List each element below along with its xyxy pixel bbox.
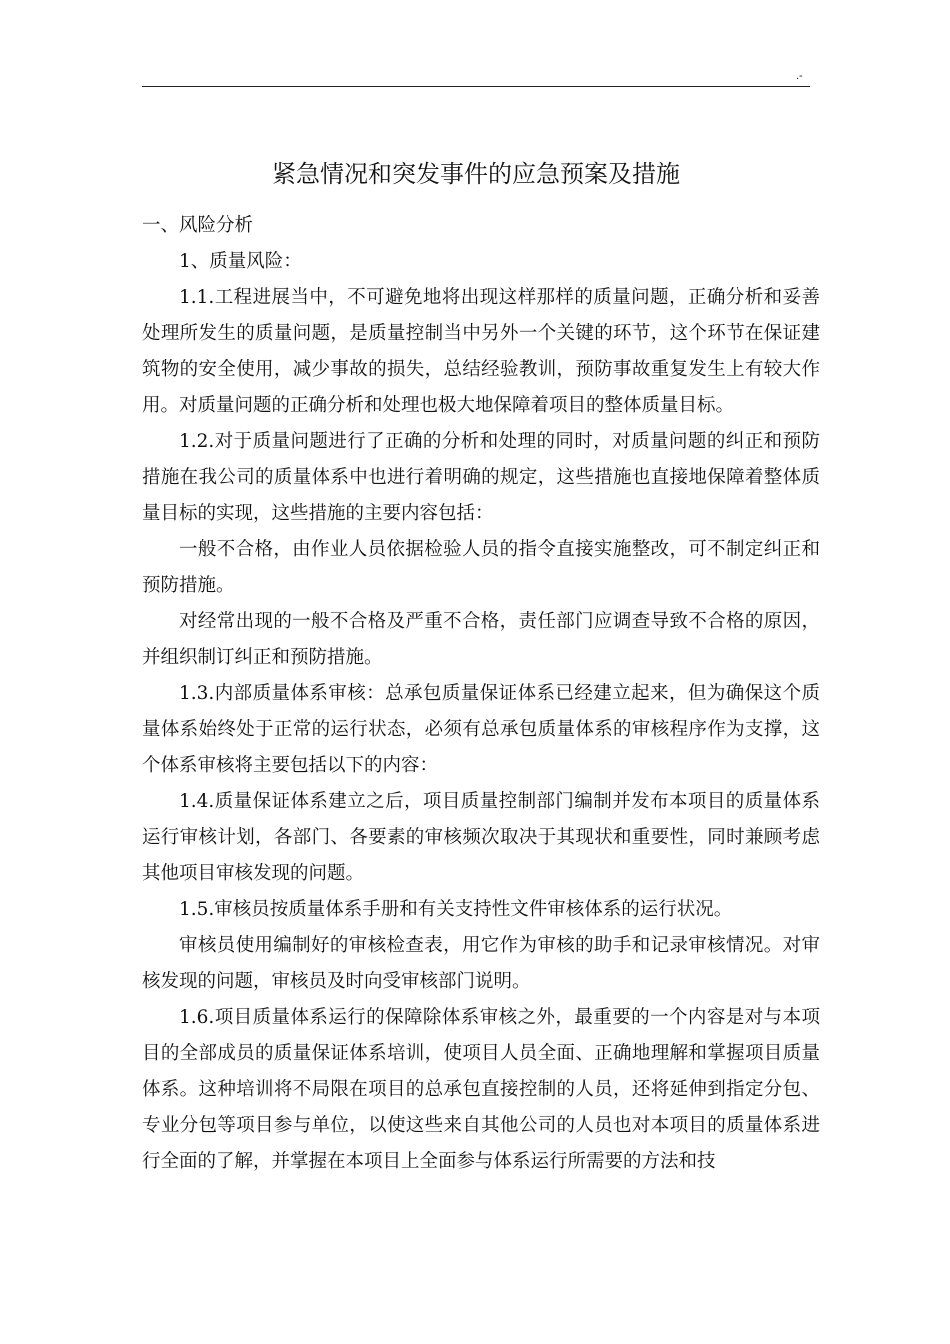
document-title: 紧急情况和突发事件的应急预案及措施	[272, 160, 680, 188]
header-mark: .-	[796, 70, 803, 82]
paragraph-1-1: 1.1.工程进展当中，不可避免地将出现这样那样的质量问题，正确分析和妥善处理所发生的质量问题，是质量控制当中另外一个关键的环节，这个环节在保证建筑物的安全使用，减少事故的损失，总结经验教训，预防事故重复发生上有较大作用。对质量问题的正确分析和处理也极大地保障着项目的整体质量目标。	[142, 287, 820, 416]
paragraph-auditor-checklist: 审核员使用编制好的审核检查表，用它作为审核的助手和记录审核情况。对审核发现的问题，审核员及时向受审核部门说明。	[142, 935, 820, 992]
paragraph-serious-nonconformity: 对经常出现的一般不合格及严重不合格，责任部门应调查导致不合格的原因，并组织制订纠正和预防措施。	[142, 611, 820, 668]
paragraph-1-3: 1.3.内部质量体系审核：总承包质量保证体系已经建立起来，但为确保这个质量体系始终处于正常的运行状态，必须有总承包质量体系的审核程序作为支撑，这个体系审核将主要包括以下的内容：	[142, 683, 820, 776]
paragraph-1-6: 1.6.项目质量体系运行的保障除体系审核之外，最重要的一个内容是对与本项目的全部成员的质量保证体系培训，使项目人员全面、正确地理解和掌握项目质量体系。这种培训将不局限在项目的总承包直接控制的人员，还将延伸到指定分包、专业分包等项目参与单位，以使这些来自其他公司的人员也对本项目的质量体系进行全面的了解，并掌握在本项目上全面参与体系运行所需要的方法和技	[142, 1007, 820, 1172]
paragraph-1-2: 1.2.对于质量问题进行了正确的分析和处理的同时，对质量问题的纠正和预防措施在我公司的质量体系中也进行着明确的规定，这些措施也直接地保障着整体质量目标的实现，这些措施的主要内容包括：	[142, 431, 820, 524]
paragraph-1-4: 1.4.质量保证体系建立之后，项目质量控制部门编制并发布本项目的质量体系运行审核计划，各部门、各要素的审核频次取决于其现状和重要性，同时兼顾考虑其他项目审核发现的问题。	[142, 791, 820, 884]
header-rule	[142, 86, 810, 87]
paragraph-general-nonconformity: 一般不合格，由作业人员依据检验人员的指令直接实施整改，可不制定纠正和预防措施。	[142, 539, 820, 596]
section-heading-risk-analysis: 一、风险分析	[142, 215, 254, 236]
subheading-quality-risk: 1、质量风险：	[179, 251, 302, 272]
paragraph-1-5: 1.5.审核员按质量体系手册和有关支持性文件审核体系的运行状况。	[179, 899, 733, 920]
document-body	[142, 208, 820, 1180]
